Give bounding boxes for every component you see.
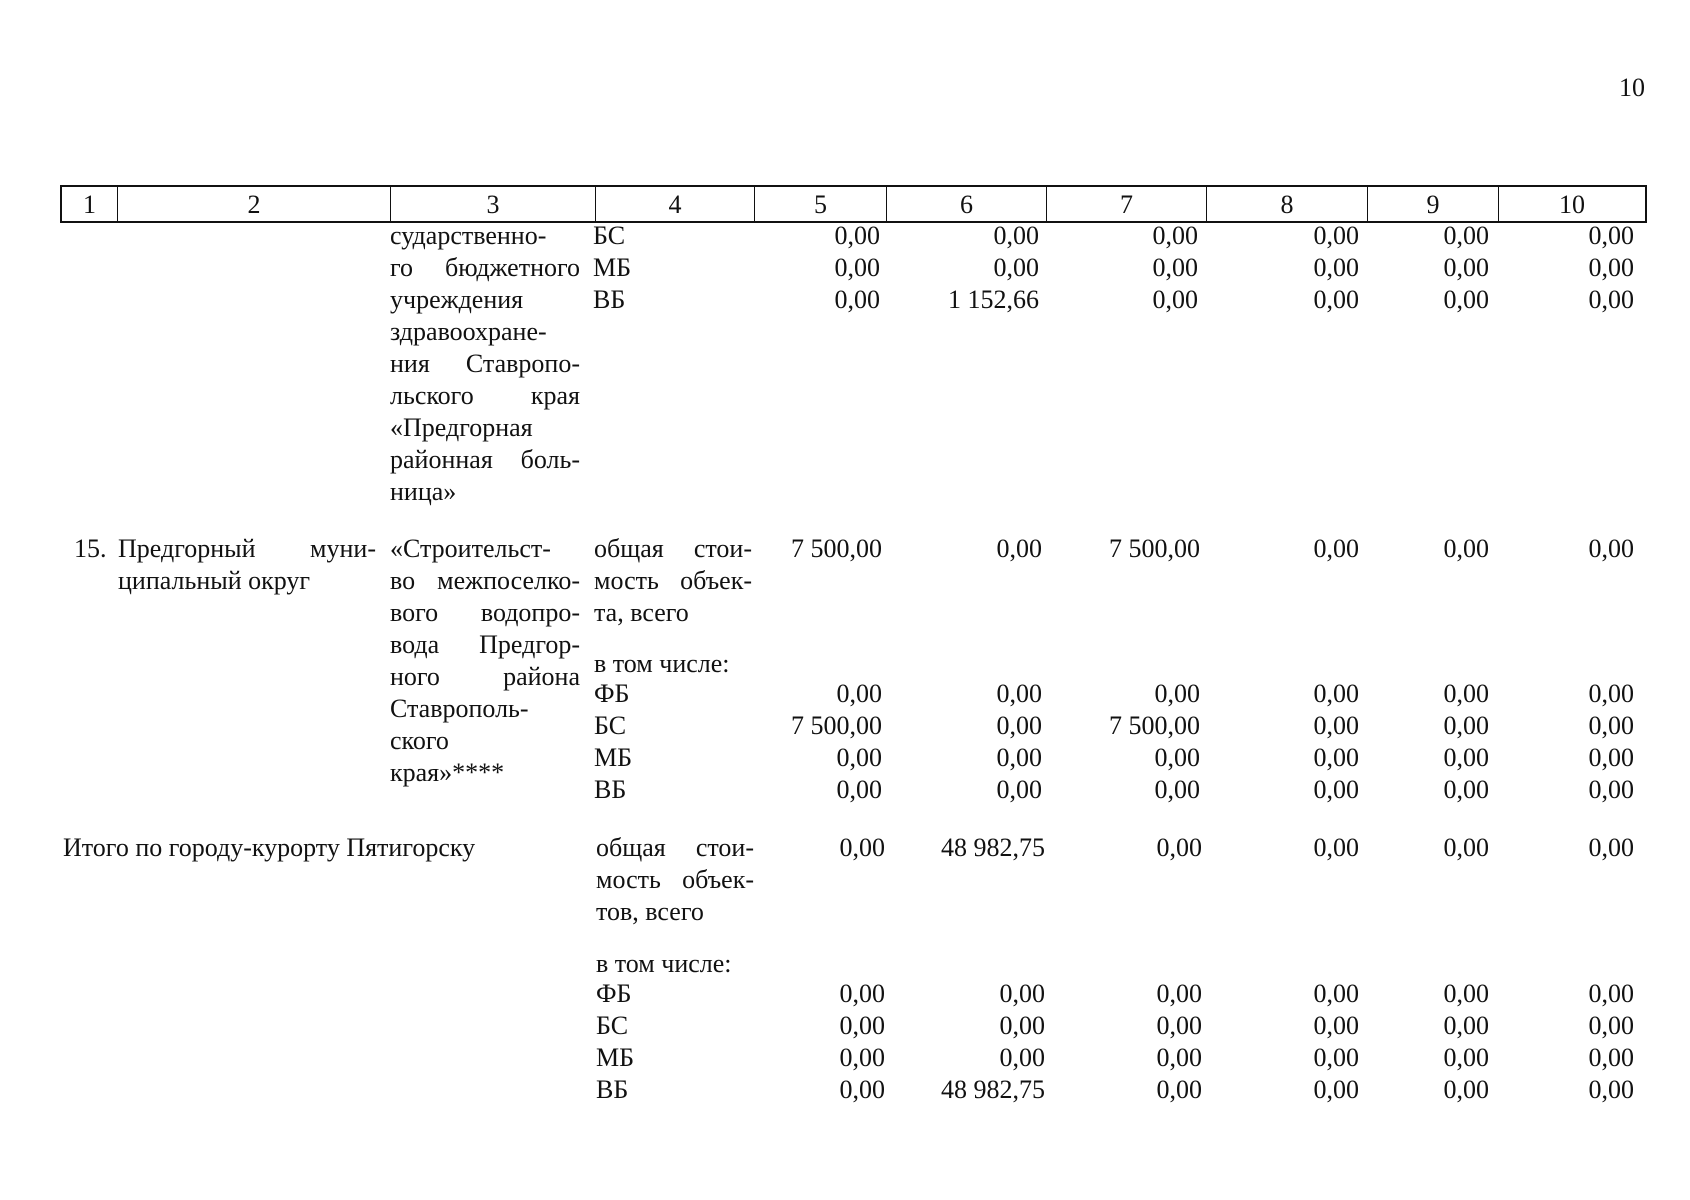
- text-line: «Строительст-: [390, 534, 551, 563]
- value-col5: 0,00: [839, 1075, 885, 1104]
- value-col9: 0,00: [1443, 711, 1489, 740]
- value-col5: 0,00: [834, 253, 880, 282]
- header-cell-10: 10: [1559, 190, 1585, 219]
- value-col6: 48 982,75: [941, 1075, 1045, 1104]
- value-col5: 0,00: [834, 221, 880, 250]
- header-cell-5: 5: [755, 187, 887, 221]
- text-line: вода Предгор-: [390, 630, 580, 659]
- text-line: мость объек-: [594, 566, 752, 595]
- cont-object-name: [390, 220, 580, 508]
- value-col10: 0,00: [1588, 833, 1634, 862]
- value-col6: 0,00: [996, 775, 1042, 804]
- text-line: та, всего: [594, 598, 689, 627]
- text-line: тов, всего: [596, 897, 704, 926]
- value-col8: 0,00: [1313, 775, 1359, 804]
- text-line: ского: [390, 726, 449, 755]
- value-col6: 0,00: [996, 711, 1042, 740]
- value-col9: 0,00: [1443, 221, 1489, 250]
- header-cell-1: 1: [62, 187, 118, 221]
- funding-type: БС: [596, 1011, 629, 1040]
- value-col5: 0,00: [836, 743, 882, 772]
- value-col9: 0,00: [1443, 534, 1489, 563]
- text-line: Ставрополь-: [390, 694, 529, 723]
- value-col8: 0,00: [1313, 285, 1359, 314]
- text-line: сударственно-: [390, 221, 547, 250]
- value-col5: 0,00: [834, 285, 880, 314]
- text-line: общая стои-: [594, 534, 752, 563]
- total-cost-label: [594, 533, 752, 629]
- value-col10: 0,00: [1588, 979, 1634, 1008]
- value-col7: 0,00: [1156, 979, 1202, 1008]
- funding-type: МБ: [594, 743, 633, 772]
- value-col10: 0,00: [1588, 711, 1634, 740]
- funding-type: МБ: [596, 1043, 635, 1072]
- object-name: [390, 533, 580, 789]
- value-col5: 0,00: [839, 1043, 885, 1072]
- value-col7: 7 500,00: [1109, 534, 1200, 563]
- text-line: го бюджетного: [390, 253, 580, 282]
- value-col7: 0,00: [1156, 1043, 1202, 1072]
- including-label: в том числе:: [594, 649, 730, 678]
- total-cost-label: [596, 832, 754, 928]
- municipality-name: [118, 533, 376, 597]
- value-col6: 0,00: [996, 679, 1042, 708]
- text-line: ного района: [390, 662, 580, 691]
- value-col7: 0,00: [1156, 1075, 1202, 1104]
- value-col10: 0,00: [1588, 743, 1634, 772]
- text-line: ния Ставропо-: [390, 349, 580, 378]
- value-col7: 0,00: [1156, 833, 1202, 862]
- value-col7: 0,00: [1154, 775, 1200, 804]
- value-col9: 0,00: [1443, 775, 1489, 804]
- funding-type: ВБ: [594, 775, 627, 804]
- value-col8: 0,00: [1313, 679, 1359, 708]
- value-col5: 0,00: [839, 1011, 885, 1040]
- funding-type: МБ: [593, 253, 632, 282]
- text-line: здравоохране-: [390, 317, 547, 346]
- text-line: ципальный округ: [118, 566, 311, 595]
- header-cell-3: 3: [391, 187, 596, 221]
- value-col6: 0,00: [999, 1011, 1045, 1040]
- value-col5: 0,00: [839, 979, 885, 1008]
- funding-type: ФБ: [596, 979, 632, 1008]
- value-col7: 0,00: [1152, 285, 1198, 314]
- value-col10: 0,00: [1588, 534, 1634, 563]
- value-col5: 7 500,00: [791, 534, 882, 563]
- value-col8: 0,00: [1313, 711, 1359, 740]
- header-cell-4: 4: [596, 187, 755, 221]
- value-col7: 0,00: [1156, 1011, 1202, 1040]
- value-col8: 0,00: [1313, 1011, 1359, 1040]
- value-col10: 0,00: [1588, 679, 1634, 708]
- value-col9: 0,00: [1443, 1043, 1489, 1072]
- header-cell-9: 9: [1368, 187, 1499, 221]
- text-line: во межпоселко-: [390, 566, 580, 595]
- value-col10: 0,00: [1588, 1075, 1634, 1104]
- value-col5: 0,00: [836, 775, 882, 804]
- text-line: ница»: [390, 477, 457, 506]
- including-label: в том числе:: [596, 949, 732, 978]
- value-col10: 0,00: [1588, 1011, 1634, 1040]
- value-col5: 0,00: [836, 679, 882, 708]
- value-col9: 0,00: [1443, 833, 1489, 862]
- value-col9: 0,00: [1443, 1075, 1489, 1104]
- value-col5: 7 500,00: [791, 711, 882, 740]
- funding-type: ВБ: [596, 1075, 629, 1104]
- value-col10: 0,00: [1588, 285, 1634, 314]
- value-col6: 48 982,75: [941, 833, 1045, 862]
- value-col10: 0,00: [1588, 221, 1634, 250]
- value-col7: 0,00: [1154, 743, 1200, 772]
- row-number: 15.: [74, 534, 107, 563]
- header-cell-6: 6: [887, 187, 1047, 221]
- text-line: учреждения: [390, 285, 524, 314]
- value-col8: 0,00: [1313, 253, 1359, 282]
- value-col8: 0,00: [1313, 743, 1359, 772]
- value-col6: 0,00: [993, 221, 1039, 250]
- value-col8: 0,00: [1313, 979, 1359, 1008]
- value-col7: 7 500,00: [1109, 711, 1200, 740]
- value-col7: 0,00: [1152, 221, 1198, 250]
- value-col8: 0,00: [1313, 534, 1359, 563]
- value-col5: 0,00: [839, 833, 885, 862]
- value-col6: 0,00: [996, 534, 1042, 563]
- value-col10: 0,00: [1588, 253, 1634, 282]
- value-col8: 0,00: [1313, 1043, 1359, 1072]
- value-col10: 0,00: [1588, 775, 1634, 804]
- value-col9: 0,00: [1443, 253, 1489, 282]
- value-col8: 0,00: [1313, 221, 1359, 250]
- value-col9: 0,00: [1443, 743, 1489, 772]
- text-line: районная боль-: [390, 445, 580, 474]
- funding-type: ФБ: [594, 679, 630, 708]
- city-total-label: Итого по городу-курорту Пятигорску: [63, 833, 476, 862]
- header-cell-8: 8: [1207, 187, 1368, 221]
- funding-type: БС: [593, 221, 626, 250]
- funding-type: БС: [594, 711, 627, 740]
- value-col6: 1 152,66: [948, 285, 1039, 314]
- value-col9: 0,00: [1443, 679, 1489, 708]
- value-col6: 0,00: [996, 743, 1042, 772]
- text-line: общая стои-: [596, 833, 754, 862]
- text-line: мость объек-: [596, 865, 754, 894]
- value-col8: 0,00: [1313, 833, 1359, 862]
- text-line: вого водопро-: [390, 598, 580, 627]
- value-col6: 0,00: [999, 1043, 1045, 1072]
- text-line: Предгорный муни-: [118, 534, 376, 563]
- page-number: 10: [1619, 73, 1645, 102]
- header-cell-7: 7: [1047, 187, 1207, 221]
- value-col6: 0,00: [993, 253, 1039, 282]
- table-header-row: [60, 185, 1647, 223]
- value-col6: 0,00: [999, 979, 1045, 1008]
- value-col9: 0,00: [1443, 979, 1489, 1008]
- text-line: края»****: [390, 758, 505, 787]
- value-col9: 0,00: [1443, 285, 1489, 314]
- value-col7: 0,00: [1154, 679, 1200, 708]
- header-cell-2: 2: [118, 187, 391, 221]
- funding-type: ВБ: [593, 285, 626, 314]
- value-col10: 0,00: [1588, 1043, 1634, 1072]
- text-line: льского края: [390, 381, 580, 410]
- text-line: «Предгорная: [390, 413, 533, 442]
- value-col9: 0,00: [1443, 1011, 1489, 1040]
- value-col8: 0,00: [1313, 1075, 1359, 1104]
- value-col7: 0,00: [1152, 253, 1198, 282]
